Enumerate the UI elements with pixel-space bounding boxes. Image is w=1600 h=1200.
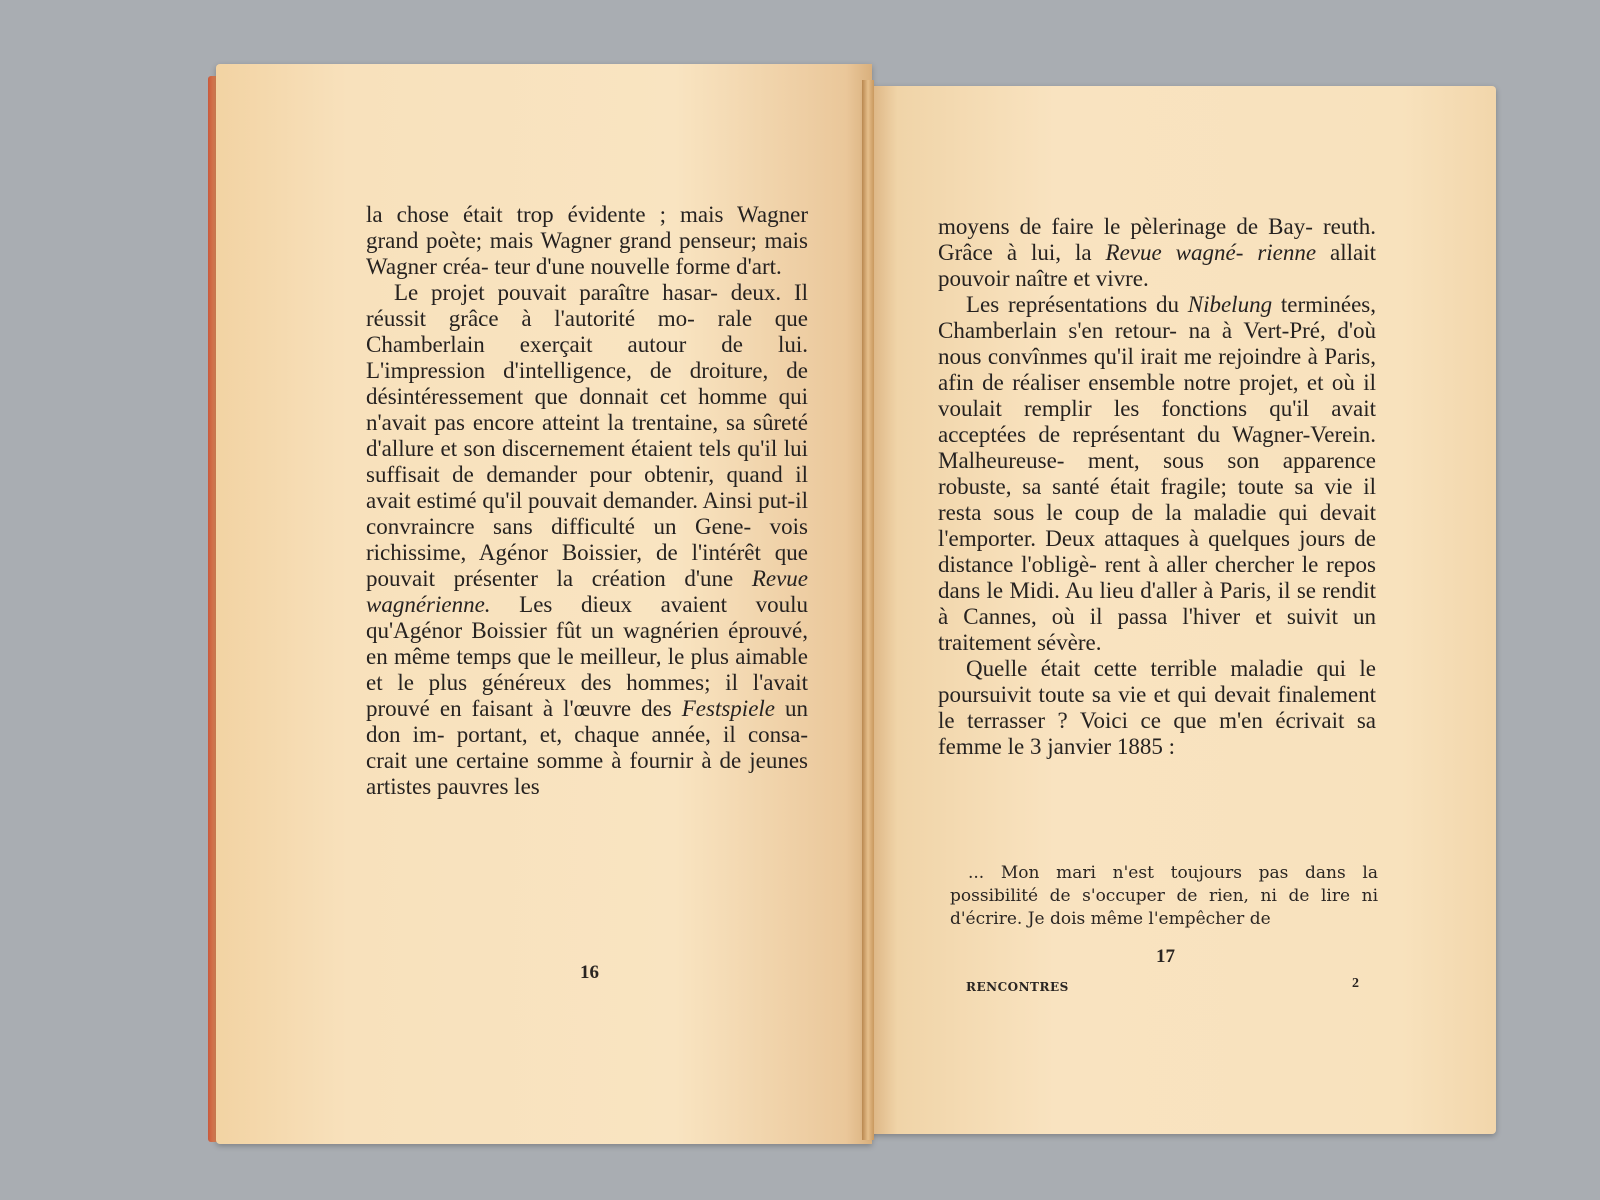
text-line: Le projet pouvait paraître hasar- [394, 280, 718, 305]
italic-title: Revue wagnérienne. [366, 566, 809, 617]
text-line: encore atteint la trentaine, sa sûreté [472, 410, 808, 435]
text-line: et suivit un traitement sévère. [938, 604, 1376, 655]
right-paragraph-1 [938, 214, 1376, 292]
signature-number: 2 [1352, 976, 1359, 991]
text-line: portant, et, chaque année, il consa- [456, 722, 808, 747]
quote-paragraph [950, 862, 1378, 931]
left-paragraph-1 [366, 202, 808, 280]
text-line: qui le poursuivit toute sa vie et qui [938, 656, 1376, 707]
page-number-left: 16 [580, 962, 599, 983]
text-line: vois richissime, Agénor Boissier, de [366, 514, 809, 565]
text-line: d'allure et son discernement étaient [366, 436, 693, 461]
text-line: de réaliser ensemble notre projet, et [982, 370, 1324, 395]
right-paragraph-2 [938, 292, 1376, 656]
text-line: convraincre sans difficulté un Gene- [366, 514, 752, 539]
text-line: resta sous le coup de la maladie qui [938, 500, 1308, 525]
text-line: la chose était trop évidente ; mais [366, 202, 724, 227]
text-line: rale que Chamberlain exerçait autour [366, 306, 809, 357]
text-line: à de jeunes artistes pauvres les [366, 748, 808, 799]
text-line: hommes; il l'avait prouvé en faisant [366, 670, 809, 721]
text-line: sa santé était fragile; toute sa vie il [1022, 474, 1377, 499]
text-line: ment, sous son apparence robuste, [938, 448, 1376, 499]
text-line: moyens de faire le pèlerinage de Bay- [938, 214, 1313, 239]
text-line: Quelle était cette terrible maladie [966, 656, 1304, 681]
text-line: à l'œuvre des [542, 696, 682, 721]
text-line: ce que m'en écrivait sa femme le [938, 708, 1377, 759]
text-line: terminées, Chamberlain s'en retour- [938, 292, 1376, 343]
text-line: donnait cet homme qui n'avait pas [366, 384, 808, 435]
text-line: pour obtenir, quand il avait estimé [366, 462, 808, 513]
italic-title: Nibelung [1187, 292, 1273, 317]
text-line: création d'une [591, 566, 752, 591]
text-line: le Midi. Au lieu d'aller à Paris, il se [986, 578, 1317, 603]
book-gutter [862, 80, 874, 1140]
text-line: du Wagner-Verein. Malheureuse- [938, 422, 1376, 473]
text-line: où il voulait remplir les fonctions [938, 370, 1377, 421]
text-line: tels qu'il lui suffisait de demander [366, 436, 808, 487]
text-line: Les dieux avaient voulu qu'Agénor [366, 592, 809, 643]
text-line: ... Mon mari n'est toujours pas dans la [968, 863, 1378, 883]
text-line: Wagner grand poète; mais Wagner [366, 202, 808, 253]
text-line: devait finalement le terrasser ? Voici [938, 682, 1377, 733]
page-number-right: 17 [1156, 946, 1175, 967]
text-line: ni d'écrire. Je dois même l'empêcher de [950, 886, 1379, 929]
text-line: rent à aller chercher le repos dans [938, 552, 1376, 603]
text-line: Boissier fût un wagnérien éprouvé, [471, 618, 808, 643]
left-paragraph-2 [366, 280, 808, 800]
text-line: quelques jours de distance l'obligè- [938, 526, 1376, 577]
letter-quote [950, 862, 1378, 931]
text-line: deux. Il réussit grâce à l'autorité mo- [366, 280, 808, 331]
italic-title: Revue wagné- [1105, 240, 1244, 265]
text-line: un don im- [366, 696, 808, 747]
signature-label: RENCONTRES [966, 980, 1069, 994]
text-line: plus aimable et le plus généreux des [366, 644, 809, 695]
text-line: qu'il irait me rejoindre à Paris, afin [938, 344, 1376, 395]
right-page-text [938, 214, 1376, 760]
text-line: qu'il pouvait demander. Ainsi put-il [482, 488, 808, 513]
left-page-text [366, 202, 808, 800]
text-line: droiture, de désintéressement que [366, 358, 809, 409]
text-line: devait l'emporter. Deux attaques à [938, 500, 1377, 551]
text-line: 3 janvier 1885 : [1029, 734, 1175, 759]
text-line: Les représentations du [966, 292, 1188, 317]
text-line: reuth. Grâce à lui, la [938, 214, 1376, 265]
text-line: possibilité de s'occuper de rien, ni de lire [950, 886, 1351, 906]
italic-title: Festspiele [681, 696, 775, 721]
italic-title: rienne [1257, 240, 1317, 265]
text-line: grand penseur; mais Wagner créa- [366, 228, 808, 279]
text-line: l'intérêt que pouvait présenter la [366, 540, 808, 591]
text-line: de lui. L'impression d'intelligence, de [366, 332, 809, 383]
text-line: en même temps que le meilleur, le [366, 644, 685, 669]
text-line: crait une certaine somme à fournir [366, 748, 694, 773]
text-line: rendit à Cannes, où il passa l'hiver [938, 578, 1377, 629]
right-paragraph-3 [938, 656, 1376, 760]
text-line: teur d'une nouvelle forme d'art. [494, 254, 782, 279]
text-line: na à Vert-Pré, d'où nous convînmes [938, 318, 1376, 369]
text-line: qu'il avait acceptées de représentant [938, 396, 1376, 447]
text-line: allait pouvoir naître et vivre. [938, 240, 1377, 291]
